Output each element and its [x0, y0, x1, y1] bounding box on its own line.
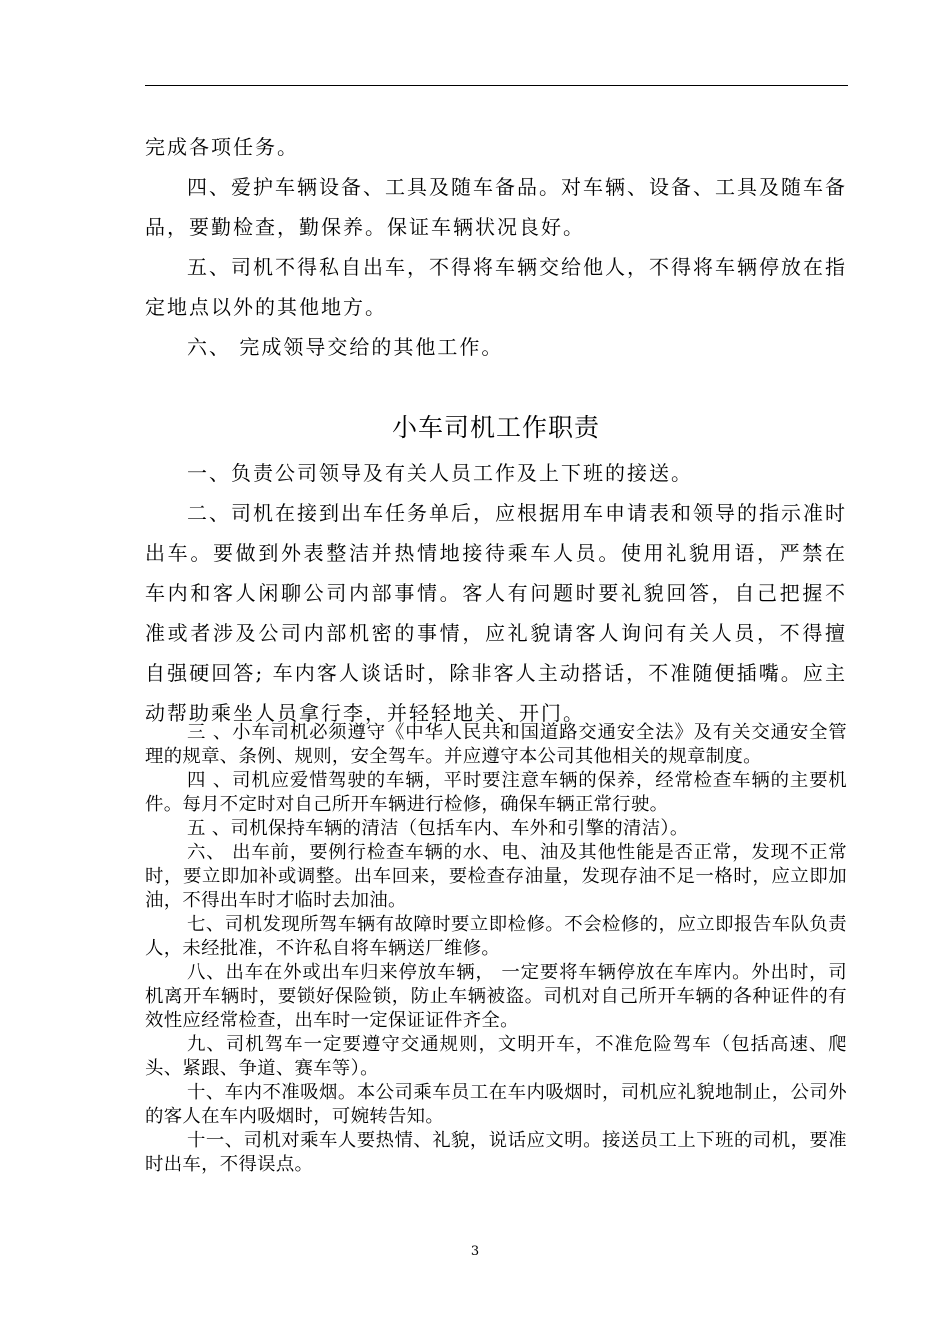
duty-item: 十、车内不准吸烟。本公司乘车员工在车内吸烟时，司机应礼貌地制止，公司外的客人在车内吸烟时，可婉转告知。: [145, 1082, 847, 1127]
duty-item: 二、司机在接到出车任务单后，应根据用车申请表和领导的指示准时出车。要做到外表整洁并热情地接待乘车人员。使用礼貌用语，严禁在车内和客人闲聊公司内部事情。客人有问题时要礼貌回答，自己把握不准或者涉及公司内部机密的事情，应礼貌请客人询问有关人员，不得擅自强硬回答; 车内客人谈话时，除非客人主动搭话，不准随便插嘴。应主动帮助乘坐人员拿行李，并轻轻地关、开门。: [145, 501, 847, 725]
paragraph: 五、司机不得私自出车，不得将车辆交给他人，不得将车辆停放在指定地点以外的其他地方。: [145, 255, 847, 319]
header-rule: [145, 85, 848, 86]
paragraph: 六、 完成领导交给的其他工作。: [187, 335, 504, 359]
duty-item: 一、负责公司领导及有关人员工作及上下班的接送。: [187, 461, 693, 485]
paragraph: 四、爱护车辆设备、工具及随车备品。对车辆、设备、工具及随车备品，要勤检查，勤保养。保证车辆状况良好。: [145, 175, 847, 239]
duty-item: 三 、小车司机必须遵守《中华人民共和国道路交通安全法》及有关交通安全管理的规章、条例、规则，安全驾车。并应遵守本公司其他相关的规章制度。: [145, 722, 847, 767]
top-section: [145, 127, 847, 367]
duties-list: [145, 721, 847, 1177]
duty-item: 七、司机发现所驾车辆有故障时要立即检修。不会检修的，应立即报告车队负责人，未经批准，不许私自将车辆送厂维修。: [145, 914, 847, 959]
duty-item: 五 、司机保持车辆的清洁（包括车内、车外和引擎的清洁）。: [187, 818, 689, 839]
duty-item: 八、出车在外或出车归来停放车辆， 一定要将车辆停放在车库内。外出时，司机离开车辆时，要锁好保险锁，防止车辆被盗。司机对自己所开车辆的各种证件的有效性应经常检查，出车时一定保证证件齐全。: [145, 962, 847, 1031]
duty-item: 四 、司机应爱惜驾驶的车辆，平时要注意车辆的保养，经常检查车辆的主要机件。每月不定时对自己所开车辆进行检修，确保车辆正常行驶。: [145, 770, 847, 815]
duty-item: 十一、司机对乘车人要热情、礼貌，说话应文明。接送员工上下班的司机，要准时出车，不得误点。: [145, 1130, 847, 1175]
duties-intro: [145, 453, 847, 733]
page-number: 3: [470, 1244, 480, 1259]
paragraph: 完成各项任务。: [145, 135, 299, 159]
section-title: 小车司机工作职责: [391, 413, 600, 442]
duty-item: 六、 出车前，要例行检查车辆的水、电、油及其他性能是否正常，发现不正常时，要立即加补或调整。出车回来，要检查存油量，发现存油不足一格时，应立即加油，不得出车时才临时去加油。: [145, 842, 847, 911]
duty-item: 九、司机驾车一定要遵守交通规则，文明开车，不准危险驾车（包括高速、爬头、紧跟、争道、赛车等）。: [145, 1034, 847, 1079]
